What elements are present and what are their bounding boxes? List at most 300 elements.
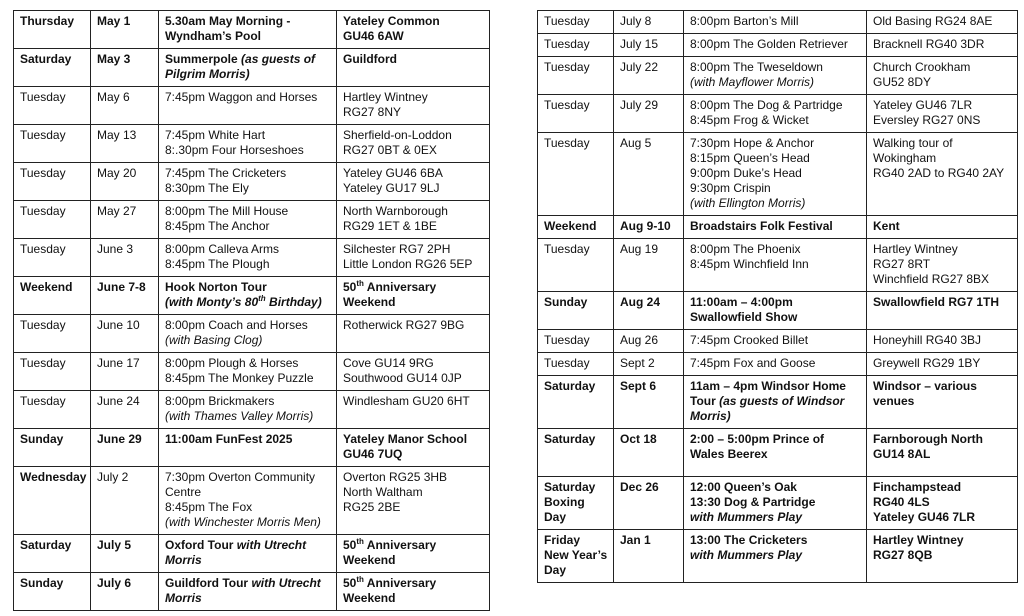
text-segment: 13:00 The Cricketers: [690, 533, 808, 547]
text-segment: July 8: [620, 14, 652, 28]
text-segment: GU14 8AL: [873, 447, 931, 461]
text-segment: 7:45pm Fox and Goose: [690, 356, 816, 370]
text-segment: 8:00pm Calleva Arms: [165, 242, 280, 256]
text-segment: 8:00pm The Golden Retriever: [690, 37, 848, 51]
day-cell: [14, 11, 91, 49]
text-segment: Aug 26: [620, 333, 659, 347]
text-segment: Morris: [165, 553, 202, 567]
schedule-row: [14, 353, 490, 391]
event-cell: [159, 315, 337, 353]
day-cell: [538, 330, 614, 353]
text-segment: Eversley RG27 0NS: [873, 113, 981, 127]
text-segment: 8:00pm The Dog & Partridge: [690, 98, 843, 112]
location-cell: [867, 292, 1018, 330]
day-cell: [538, 34, 614, 57]
schedule-row: [14, 239, 490, 277]
day-cell: [538, 95, 614, 133]
location-cell: [867, 133, 1018, 216]
text-segment: Sunday: [544, 295, 588, 309]
event-cell: [159, 87, 337, 125]
text-segment: 7:30pm Overton Community: [165, 470, 316, 484]
schedule-row: [538, 530, 1018, 583]
text-segment: Silchester RG7 2PH: [343, 242, 451, 256]
text-segment: 8:.30pm Four Horseshoes: [165, 143, 304, 157]
text-segment: Kent: [873, 219, 900, 233]
date-cell: [91, 163, 159, 201]
text-segment: Greywell RG29 1BY: [873, 356, 981, 370]
text-segment: Winchfield RG27 8BX: [873, 272, 990, 286]
text-segment: Tuesday: [544, 333, 590, 347]
text-segment: RG25 2BE: [343, 500, 401, 514]
text-segment: 11am – 4pm Windsor Home: [690, 379, 846, 393]
event-cell: [684, 530, 867, 583]
text-segment: May 27: [97, 204, 137, 218]
text-segment: Aug 24: [620, 295, 661, 309]
text-segment: July 29: [620, 98, 659, 112]
schedule-row: [14, 429, 490, 467]
text-segment: Hartley Wintney: [343, 90, 428, 104]
text-segment: June 7-8: [97, 280, 146, 294]
day-cell: [538, 239, 614, 292]
text-segment: North Warnborough: [343, 204, 448, 218]
schedule-row: [538, 133, 1018, 216]
schedule-row: [538, 239, 1018, 292]
text-segment: Sept 6: [620, 379, 657, 393]
event-cell: [684, 292, 867, 330]
schedule-row: [538, 11, 1018, 34]
schedule-row: [538, 353, 1018, 376]
text-segment: Tuesday: [544, 14, 590, 28]
day-cell: [538, 353, 614, 376]
event-cell: [159, 11, 337, 49]
text-segment: Wyndham’s Pool: [165, 29, 262, 43]
text-segment: Church Crookham: [873, 60, 971, 74]
date-cell: [614, 530, 684, 583]
schedule-row: [538, 429, 1018, 477]
text-segment: 8:00pm Barton’s Mill: [690, 14, 799, 28]
text-segment: Little London RG26 5EP: [343, 257, 473, 271]
text-segment: 7:45pm The Cricketers: [165, 166, 287, 180]
event-cell: [684, 239, 867, 292]
text-segment: Summerpole: [165, 52, 242, 66]
text-segment: Wales Beerex: [690, 447, 768, 461]
text-segment: Friday: [544, 533, 581, 547]
text-segment: Weekend: [343, 591, 396, 605]
text-segment: Yateley GU46 7LR: [873, 98, 973, 112]
text-segment: Yateley GU46 6BA: [343, 166, 443, 180]
text-segment: Overton RG25 3HB: [343, 470, 448, 484]
text-segment: May 3: [97, 52, 131, 66]
text-segment: Day: [544, 563, 567, 577]
text-segment: th: [258, 294, 266, 303]
text-segment: 8:15pm Queen’s Head: [690, 151, 810, 165]
day-cell: [14, 429, 91, 467]
schedule-row: [14, 467, 490, 535]
schedule-row: [14, 87, 490, 125]
event-cell: [159, 535, 337, 573]
event-cell: [159, 353, 337, 391]
text-segment: Tuesday: [544, 136, 590, 150]
date-cell: [614, 95, 684, 133]
day-cell: [14, 535, 91, 573]
text-segment: 8:45pm The Fox: [165, 500, 253, 514]
text-segment: June 24: [97, 394, 140, 408]
location-cell: [337, 11, 490, 49]
event-cell: [159, 239, 337, 277]
text-segment: Sherfield-on-Loddon: [343, 128, 452, 142]
event-cell: [684, 376, 867, 429]
location-cell: [337, 277, 490, 315]
date-cell: [91, 535, 159, 573]
day-cell: [14, 239, 91, 277]
date-cell: [91, 125, 159, 163]
schedule-row: [538, 34, 1018, 57]
event-cell: [684, 353, 867, 376]
location-cell: [337, 573, 490, 611]
text-segment: Tuesday: [20, 204, 66, 218]
text-segment: May 6: [97, 90, 130, 104]
schedule-row: [14, 277, 490, 315]
location-cell: [867, 353, 1018, 376]
text-segment: July 15: [620, 37, 659, 51]
event-cell: [684, 477, 867, 530]
text-segment: 2:00 – 5:00pm Prince of: [690, 432, 825, 446]
location-cell: [867, 57, 1018, 95]
text-segment: Centre: [165, 485, 202, 499]
schedule-row: [538, 330, 1018, 353]
text-segment: Rotherwick RG27 9BG: [343, 318, 465, 332]
location-cell: [337, 315, 490, 353]
location-cell: [867, 477, 1018, 530]
date-cell: [91, 573, 159, 611]
date-cell: [91, 391, 159, 429]
location-cell: [337, 163, 490, 201]
text-segment: venues: [873, 394, 915, 408]
date-cell: [614, 477, 684, 530]
text-segment: Boxing Day: [544, 495, 585, 524]
text-segment: 8:00pm The Phoenix: [690, 242, 801, 256]
text-segment: (with Winchester Morris Men): [165, 515, 321, 529]
text-segment: Guildford Tour: [165, 576, 252, 590]
location-cell: [867, 530, 1018, 583]
schedule-left-body: [14, 11, 490, 611]
day-cell: [538, 429, 614, 477]
day-cell: [14, 391, 91, 429]
text-segment: 8:00pm Brickmakers: [165, 394, 275, 408]
schedule-row: [14, 573, 490, 611]
location-cell: [867, 376, 1018, 429]
text-segment: Thursday: [20, 14, 75, 28]
text-segment: RG29 1ET & 1BE: [343, 219, 437, 233]
text-segment: Yateley GU17 9LJ: [343, 181, 440, 195]
text-segment: Aug 9-10: [620, 219, 671, 233]
date-cell: [91, 239, 159, 277]
date-cell: [614, 34, 684, 57]
schedule-row: [14, 315, 490, 353]
date-cell: [614, 216, 684, 239]
text-segment: Jan 1: [620, 533, 651, 547]
text-segment: Saturday: [20, 538, 72, 552]
event-cell: [684, 57, 867, 95]
date-cell: [91, 315, 159, 353]
text-segment: 8:00pm The Tweseldown: [690, 60, 823, 74]
text-segment: th: [356, 537, 364, 546]
location-cell: [867, 95, 1018, 133]
event-cell: [684, 330, 867, 353]
text-segment: Tuesday: [544, 98, 590, 112]
text-segment: 50: [343, 280, 357, 294]
text-segment: (with Monty’s 80: [165, 295, 259, 309]
text-segment: Sunday: [20, 432, 64, 446]
text-segment: Tuesday: [544, 37, 590, 51]
text-segment: (as guests of: [241, 52, 316, 66]
text-segment: June 17: [97, 356, 140, 370]
day-cell: [14, 573, 91, 611]
text-segment: Hook Norton Tour: [165, 280, 267, 294]
day-cell: [14, 87, 91, 125]
text-segment: Weekend: [20, 280, 73, 294]
text-segment: June 29: [97, 432, 142, 446]
date-cell: [91, 87, 159, 125]
text-segment: Hartley Wintney: [873, 533, 964, 547]
event-cell: [684, 429, 867, 477]
date-cell: [91, 49, 159, 87]
location-cell: [337, 353, 490, 391]
text-segment: with Mummers Play: [690, 548, 803, 562]
text-segment: 8:45pm The Anchor: [165, 219, 270, 233]
location-cell: [867, 239, 1018, 292]
text-segment: Southwood GU14 0JP: [343, 371, 462, 385]
day-cell: [14, 163, 91, 201]
location-cell: [867, 11, 1018, 34]
text-segment: with Utrecht: [251, 576, 321, 590]
text-segment: Saturday: [544, 480, 596, 494]
text-segment: 7:30pm Hope & Anchor: [690, 136, 815, 150]
day-cell: [538, 133, 614, 216]
text-segment: Honeyhill RG40 3BJ: [873, 333, 982, 347]
text-segment: th: [356, 279, 364, 288]
text-segment: Weekend: [544, 219, 597, 233]
text-segment: RG40 2AD to RG40 2AY: [873, 166, 1005, 180]
event-cell: [159, 429, 337, 467]
text-segment: 7:45pm Crooked Billet: [690, 333, 809, 347]
text-segment: 11:00am FunFest 2025: [165, 432, 293, 446]
text-segment: (with Basing Clog): [165, 333, 263, 347]
text-segment: Bracknell RG40 3DR: [873, 37, 985, 51]
location-cell: [337, 467, 490, 535]
text-segment: Saturday: [544, 432, 596, 446]
text-segment: 12:00 Queen’s Oak: [690, 480, 797, 494]
text-segment: 8:45pm The Monkey Puzzle: [165, 371, 314, 385]
day-cell: [538, 57, 614, 95]
day-cell: [538, 376, 614, 429]
text-segment: 9:00pm Duke’s Head: [690, 166, 802, 180]
text-segment: 5.30am May Morning -: [165, 14, 291, 28]
text-segment: Guildford: [343, 52, 397, 66]
text-segment: 50: [343, 576, 357, 590]
text-segment: Wednesday: [20, 470, 87, 484]
schedule-row: [538, 216, 1018, 239]
text-segment: with Utrecht: [236, 538, 307, 552]
text-segment: Tuesday: [20, 242, 66, 256]
text-segment: 11:00am – 4:00pm: [690, 295, 793, 309]
text-segment: 8:00pm Plough & Horses: [165, 356, 299, 370]
text-segment: 8:45pm The Plough: [165, 257, 270, 271]
schedule-row: [14, 11, 490, 49]
location-cell: [867, 34, 1018, 57]
location-cell: [337, 87, 490, 125]
schedule-row: [538, 57, 1018, 95]
text-segment: Swallowfield Show: [690, 310, 798, 324]
text-segment: Hartley Wintney: [873, 242, 958, 256]
text-segment: Windsor – various: [873, 379, 977, 393]
text-segment: Saturday: [20, 52, 72, 66]
text-segment: Tuesday: [20, 166, 66, 180]
day-cell: [14, 353, 91, 391]
text-segment: May 20: [97, 166, 137, 180]
text-segment: Anniversary: [363, 538, 437, 552]
location-cell: [337, 391, 490, 429]
schedule-row: [14, 49, 490, 87]
event-cell: [159, 163, 337, 201]
text-segment: Weekend: [343, 553, 396, 567]
text-segment: Yateley Common: [343, 14, 440, 28]
text-segment: July 5: [97, 538, 132, 552]
text-segment: Oct 18: [620, 432, 657, 446]
text-segment: North Waltham: [343, 485, 423, 499]
day-cell: [538, 11, 614, 34]
text-segment: 50: [343, 538, 357, 552]
date-cell: [91, 277, 159, 315]
text-segment: Aug 19: [620, 242, 659, 256]
text-segment: Oxford Tour: [165, 538, 237, 552]
text-segment: May 13: [97, 128, 137, 142]
text-segment: Yateley Manor School: [343, 432, 468, 446]
date-cell: [614, 11, 684, 34]
schedule-table-july-to-jan: [537, 10, 1018, 583]
text-segment: New Year’s: [544, 548, 608, 562]
text-segment: Yateley GU46 7LR: [873, 510, 976, 524]
date-cell: [614, 292, 684, 330]
text-segment: (as guests of Windsor: [719, 394, 845, 408]
location-cell: [867, 216, 1018, 239]
text-segment: June 3: [97, 242, 134, 256]
text-segment: (with Ellington Morris): [690, 196, 806, 210]
text-segment: Saturday: [544, 379, 596, 393]
text-segment: RG27 8NY: [343, 105, 402, 119]
text-segment: Anniversary: [363, 576, 437, 590]
day-cell: [14, 201, 91, 239]
location-cell: [337, 201, 490, 239]
text-segment: Windlesham GU20 6HT: [343, 394, 470, 408]
schedule-row: [538, 477, 1018, 530]
event-cell: [684, 216, 867, 239]
text-segment: (with Mayflower Morris): [690, 75, 815, 89]
location-cell: [337, 429, 490, 467]
text-segment: July 6: [97, 576, 132, 590]
day-cell: [538, 530, 614, 583]
text-segment: GU46 7UQ: [343, 447, 403, 461]
text-segment: Morris: [165, 591, 202, 605]
date-cell: [614, 330, 684, 353]
location-cell: [867, 429, 1018, 477]
day-cell: [538, 216, 614, 239]
text-segment: July 22: [620, 60, 659, 74]
text-segment: Dec 26: [620, 480, 659, 494]
text-segment: with Mummers Play: [690, 510, 803, 524]
date-cell: [614, 239, 684, 292]
day-cell: [538, 477, 614, 530]
location-cell: [337, 49, 490, 87]
text-segment: Farnborough North: [873, 432, 983, 446]
event-cell: [684, 11, 867, 34]
text-segment: Tuesday: [20, 394, 66, 408]
text-segment: GU52 8DY: [873, 75, 932, 89]
schedule-row: [538, 376, 1018, 429]
text-segment: May 1: [97, 14, 131, 28]
text-segment: GU46 6AW: [343, 29, 404, 43]
date-cell: [614, 376, 684, 429]
text-segment: Sept 2: [620, 356, 655, 370]
text-segment: Birthday): [265, 295, 322, 309]
date-cell: [614, 429, 684, 477]
schedule-row: [14, 163, 490, 201]
schedule-table-may-to-july: [13, 10, 490, 611]
text-segment: July 2: [97, 470, 129, 484]
event-cell: [159, 125, 337, 163]
text-segment: RG27 0BT & 0EX: [343, 143, 437, 157]
event-cell: [684, 95, 867, 133]
text-segment: Wokingham: [873, 151, 937, 165]
text-segment: 7:45pm White Hart: [165, 128, 266, 142]
schedule-row: [538, 95, 1018, 133]
text-segment: Sunday: [20, 576, 64, 590]
event-cell: [159, 277, 337, 315]
event-cell: [159, 573, 337, 611]
date-cell: [614, 133, 684, 216]
event-cell: [159, 467, 337, 535]
day-cell: [14, 467, 91, 535]
text-segment: Swallowfield RG7 1TH: [873, 295, 1000, 309]
text-segment: Tour: [690, 394, 720, 408]
text-segment: 8:45pm Frog & Wicket: [690, 113, 809, 127]
date-cell: [91, 429, 159, 467]
text-segment: Old Basing RG24 8AE: [873, 14, 993, 28]
text-segment: Weekend: [343, 295, 396, 309]
text-segment: RG27 8QB: [873, 548, 933, 562]
text-segment: Anniversary: [363, 280, 437, 294]
event-cell: [159, 391, 337, 429]
text-segment: Pilgrim Morris): [165, 67, 250, 81]
text-segment: Tuesday: [20, 356, 66, 370]
date-cell: [614, 353, 684, 376]
date-cell: [614, 57, 684, 95]
text-segment: th: [356, 575, 364, 584]
date-cell: [91, 11, 159, 49]
text-segment: Tuesday: [20, 318, 66, 332]
day-cell: [14, 49, 91, 87]
day-cell: [14, 277, 91, 315]
day-cell: [538, 292, 614, 330]
text-segment: June 10: [97, 318, 140, 332]
text-segment: Broadstairs Folk Festival: [690, 219, 833, 233]
text-segment: 8:45pm Winchfield Inn: [690, 257, 809, 271]
date-cell: [91, 201, 159, 239]
text-segment: 9:30pm Crispin: [690, 181, 771, 195]
text-segment: Morris): [690, 409, 731, 423]
text-segment: Finchampstead: [873, 480, 962, 494]
location-cell: [337, 535, 490, 573]
